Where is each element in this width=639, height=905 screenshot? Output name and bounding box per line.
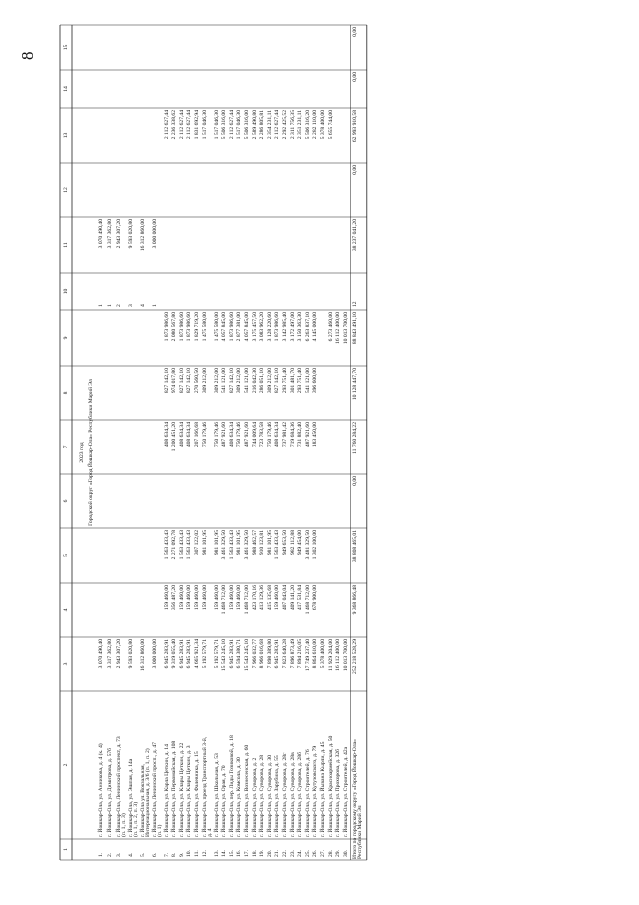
row-c4: 356 487,20 [171,585,178,611]
row-c11: 3 070 490,40 [97,219,104,249]
row-address: г. Йошкар-Ола, ул. Клары Цеткин, д. 22 [178,742,185,837]
row-number: 21. [274,850,281,857]
row-c9: 1 873 986,60 [274,312,281,342]
total-c13: 62 993 910,58 [351,110,358,143]
row-number: 17. [243,850,250,857]
row-c8: 827 142,10 [163,368,170,394]
row-c3: 5 192 579,71 [213,639,220,669]
row-c9: 6 263 837,10 [304,312,311,342]
row-number: 1. [97,852,104,857]
row-address: г. Йошкар-Ола, ул. Кутузовского, д. 79 [312,745,319,837]
row-c7: 408 634,34 [163,422,170,448]
row-number: 23. [289,850,296,857]
row-c9: 4 145 000,00 [312,312,319,342]
row-c11: 2 943 307,20 [115,219,122,249]
row-c7: 408 634,34 [228,422,235,448]
row-c8: 309 212,00 [213,368,220,394]
row-c7: 723 783,58 [259,422,266,448]
row-c9: 3 142 985,40 [281,312,288,342]
column-number: 11 [63,242,69,248]
row-c8: 301 481,70 [289,368,296,394]
column-number: 3 [63,662,69,666]
row-c3: 6 945 283,91 [178,639,185,669]
row-c9: 1 873 986,60 [163,312,170,342]
row-c10: 1 [106,304,113,307]
total-c8: 10 128 447,70 [351,368,358,401]
row-c7: 408 634,34 [274,422,281,448]
row-c5: 981 101,95 [201,530,208,556]
row-c3: 3 000 000,00 [151,639,158,669]
row-c5: 3 461 329,50 [221,530,228,560]
row-c5: 1 563 433,43 [178,530,185,560]
row-c9: 4 057 845,00 [221,312,228,342]
row-c3: 16 112 400,00 [335,639,342,671]
row-c3: 6 945 283,91 [163,639,170,669]
row-c9: 3 128 220,60 [266,312,273,342]
row-c10: 1 [97,304,104,307]
row-number: 12. [201,850,208,857]
row-address: г. Йошкар-Ола, ул. Суворова, д. 28г [281,752,288,837]
row-c5: 949 653,50 [281,530,288,556]
row-c4: 159 460,00 [228,585,235,611]
row-c8: 309 212,00 [266,368,273,394]
row-c5: 981 101,95 [213,530,220,556]
row-c7: 207 166,68 [193,422,200,448]
row-c3: 9 593 020,80 [127,639,134,669]
row-c8: 974 017,80 [171,368,178,394]
column-number: 1 [63,848,69,851]
row-c9: 1 873 986,60 [178,312,185,342]
row-c4: 159 460,00 [186,585,193,611]
row-number: 6. [151,852,158,857]
row-c13: 5 655 744,00 [327,110,334,140]
column-number: 8 [63,391,69,395]
row-number: 14. [221,850,228,857]
row-c8: 541 121,00 [243,368,250,394]
row-c3: 15 543 245,10 [221,639,228,672]
row-number: 28. [327,850,334,857]
row-c9: 1 873 986,60 [186,312,193,342]
section-title: Городской округ «Город Йошкар-Ола» Республики Марий Эл [88,379,94,526]
row-address: г. Йошкар-Ола, ул. Прохорова, д. 32б [335,748,342,837]
row-c5: 981 101,95 [266,530,273,556]
row-c4: 159 460,00 [193,585,200,611]
row-number: 10. [186,850,193,857]
row-c9: 3 172 497,00 [289,312,296,342]
column-number: 7 [63,445,69,449]
row-c3: 15 543 245,10 [243,639,250,672]
column-number: 4 [63,608,69,612]
row-number: 25. [304,850,311,857]
row-number: 16. [236,850,243,857]
row-c7: 487 921,60 [221,422,228,448]
total-label: Итого по городскому округу «Город Йошкар-Ола» [351,739,358,859]
row-address: г. Йошкар-Ола, Ленинский просп., д. 47 [151,742,158,837]
total-c7: 11 760 284,22 [351,422,358,454]
row-c5: 3 481 329,50 [304,530,311,560]
row-c3: 4 665 921,34 [193,639,200,669]
row-c3: 7 966 032,77 [251,639,258,669]
row-address: г. Йошкар-Ола, ул. Клары Цеткин, д. 3 [186,745,193,837]
row-number: 20. [266,850,273,857]
row-c8: 396 600,00 [312,368,319,394]
row-c3: 9 319 055,40 [171,639,178,669]
row-address: г. Йошкар-Ола, ул. Суворова, д. 28в [289,752,296,837]
row-c5: 1 563 433,43 [228,530,235,560]
row-c13: 2 112 627,44 [186,110,193,140]
row-address: г. Йошкар-Ола, ул. Строителей, д. 76 [304,749,311,837]
row-c13: 2 354 231,11 [266,110,273,140]
row-c13: 2 112 627,44 [274,110,281,140]
row-address: г. Йошкар-Ола, ул. Йывана Кырли, д. 45 [319,741,326,837]
row-c5: 1 563 433,43 [274,530,281,560]
row-c8: 216 042,30 [251,368,258,394]
total-c4: 9 368 866,48 [351,585,358,615]
row-c4: 159 460,00 [178,585,185,611]
row-c10: 2 [115,304,122,307]
row-address: г. Йошкар-Ола, Ленинский проспект, д. 73 [115,736,122,837]
row-c7: 183 450,00 [312,422,319,448]
column-number: 13 [63,132,69,139]
row-c7: 487 921,60 [243,422,250,448]
column-number: 5 [63,554,69,557]
total-c14: 0,00 [351,72,358,82]
row-c9: 3 150 363,30 [297,312,304,342]
total-c12: 0,00 [351,165,358,175]
row-c8: 270 560,50 [193,368,200,394]
row-c11: 16 312 860,00 [139,219,146,252]
row-address: г. Йошкар-Ола, ул. Суворова, д. 28б [297,752,304,837]
row-address: г. Йошкар-Ола ул. Вокзальная, [139,764,146,837]
row-c7: 1 200 451,20 [171,422,178,452]
row-c5: 949 454,00 [297,530,304,556]
row-c7: 487 921,60 [304,422,311,448]
row-c4: 159 460,00 [201,585,208,611]
row-c3: 3 317 362,80 [106,639,113,669]
row-c5: 981 101,95 [236,530,243,556]
row-c3: 8 864 610,00 [312,639,319,669]
row-c7: 750 179,46 [201,422,208,448]
row-c13: 2 236 338,62 [171,110,178,140]
row-c13: 2 311 756,35 [289,110,296,140]
row-c7: 719 684,36 [289,422,296,448]
row-c7: 750 179,46 [236,422,243,448]
row-address: г. Йошкар-Ола, ул. Орая, д. 70 [221,765,228,837]
total-c9: 88 843 491,10 [351,312,358,345]
row-c8: 827 142,10 [274,368,281,394]
row-c4: 1 468 712,00 [304,585,311,615]
row-c13: 5 378 400,00 [319,110,326,140]
year-heading: 2023 год [79,442,85,463]
row-c4: 1 468 712,00 [243,585,250,615]
row-address: г. Йошкар-Ола, ул. Зарубина, д. 55 [274,755,281,837]
row-c4: 413 129,36 [259,585,266,611]
column-number: 6 [63,499,69,503]
row-c7: 750 179,46 [266,422,273,448]
row-c7: 744 009,64 [251,422,258,448]
row-address: г. Йошкар-Ола, ул. Фалевника, д. 15 [193,751,200,837]
row-c3: 11 929 204,00 [327,639,334,671]
row-c8: 827 142,10 [178,368,185,394]
row-c7: 731 882,40 [297,422,304,448]
row-c13: 2 112 627,44 [163,110,170,140]
row-c5: 2 271 092,78 [171,530,178,560]
row-c4: 417 531,84 [297,585,304,611]
row-c3: 6 945 283,91 [186,639,193,669]
row-c9: 16 112 400,00 [335,312,342,344]
row-c4: 159 460,00 [236,585,243,611]
row-c13: 5 506 316,00 [243,110,250,140]
row-address: г. Йошкар-Ола, ул. Строителей, д. 42а [342,746,349,837]
row-c4: 1 468 712,00 [221,585,228,615]
row-c11: 3 000 000,00 [151,219,158,249]
row-c9: 6 273 460,00 [327,312,334,342]
row-c9: 1 873 986,60 [228,312,235,342]
row-c7: 737 981,42 [281,422,288,448]
row-number: 22. [281,850,288,857]
row-c5: 910 123,81 [259,530,266,556]
column-number: 10 [63,288,69,295]
row-c3: 7 896 873,49 [289,639,296,669]
row-c9: 2 877 381,00 [236,312,243,342]
row-c4: 159 460,00 [163,585,170,611]
row-number: 11. [193,850,200,857]
row-number: 5. [139,852,146,857]
row-address: г. Йошкар-Ола, ул. Красноармейская, д. 50 [327,735,334,837]
row-c9: 4 057 845,00 [243,312,250,342]
row-address: д. 4 [207,828,214,837]
row-c8: 827 142,10 [186,368,193,394]
row-c5: 1 563 433,43 [186,530,193,560]
total-label: Республики Марий Эл [357,805,364,859]
column-number: 14 [63,86,69,92]
row-address: г. Йошкар-Ола, ул. Первомайская, д. 108 [171,740,178,837]
row-c4: 409 141,20 [289,585,296,611]
row-c3: 7 823 640,28 [281,639,288,669]
column-number: 9 [63,336,69,340]
row-c11: 3 317 362,80 [106,219,113,249]
row-number: 2. [106,852,113,857]
row-c8: 286 051,10 [259,368,266,394]
row-c3: 7 898 389,80 [266,639,273,669]
total-c11: 38 237 041,20 [351,219,358,252]
row-c8: 309 212,00 [236,368,243,394]
row-number: 26. [312,850,319,857]
row-number: 3. [115,852,122,857]
row-c5: 3 461 329,50 [243,530,250,560]
row-number: 7. [163,852,170,857]
total-c5: 38 808 465,01 [351,530,358,563]
row-c3: 6 945 283,91 [274,639,281,669]
row-c3: 2 943 307,20 [115,639,122,669]
column-number: 15 [63,44,69,51]
row-c13: 1 517 046,30 [236,110,243,140]
row-address: г. Йошкар-Ола, ул. Суворова, д. 2 [251,757,258,837]
row-c7: 408 634,34 [186,422,193,448]
row-c13: 2 112 627,44 [228,110,235,140]
row-c10: 1 [151,304,158,307]
total-c6: 0,00 [351,476,358,486]
row-c5: 982 112,88 [289,530,296,555]
row-number: 8. [171,852,178,857]
row-number: 19. [259,850,266,857]
row-c11: 9 593 020,80 [127,219,134,249]
row-c13: 1 831 692,94 [193,110,200,140]
row-number: 13. [213,850,220,857]
row-address: г. Йошкар-Ола, ул. Школьная, д. 53 [213,753,220,837]
row-c10: 3 [127,304,134,307]
row-address: г. Йошкар-Ола, ул. Димитрова, д. 57б [106,747,113,837]
row-c7: 750 179,46 [213,422,220,448]
row-address: г. Йошкар-Ола, ул. Суворова, д. 30 [266,754,273,837]
row-c4: 407 043,04 [281,585,288,611]
row-c9: 1 829 719,20 [193,312,200,342]
row-c8: 827 142,10 [228,368,235,394]
row-number: 27. [319,850,326,857]
row-c4: 678 900,00 [312,585,319,611]
row-c8: 293 751,40 [281,368,288,394]
row-address: г. Йошкар-Ола, ул. Эшпая, д. 14а [127,758,134,837]
row-c3: 10 013 700,00 [342,639,349,672]
row-number: 30. [342,850,349,857]
row-c13: 5 506 316,00 [221,110,228,140]
row-c13: 2 351 231,11 [297,110,304,140]
row-c13: 1 517 046,30 [213,110,220,140]
row-c9: 3 083 962,20 [259,312,266,342]
row-address: г. Йошкар-Ола, ул. Анникова, д. 4 (к. 4) [97,743,104,837]
row-number: 29. [335,850,342,857]
row-c3: 6 594 380,71 [236,639,243,669]
row-c3: 8 966 016,68 [259,639,266,669]
row-c13: 2 282 110,00 [312,110,319,140]
row-c13: 2 112 627,44 [178,110,185,140]
row-c3: 16 312 860,00 [139,639,146,672]
row-c9: 3 175 457,50 [251,312,258,342]
row-c4: 159 460,00 [274,585,281,611]
row-c3: 3 070 490,40 [97,639,104,669]
row-c8: 309 212,00 [201,368,208,394]
row-c5: 1 563 433,43 [163,530,170,560]
row-address: г. Йошкар-Ола, ул. Вознесенская, д. 60 [243,744,250,837]
row-c4: 423 170,16 [251,585,258,611]
row-address: Интернациональная, д. 3/6 (п. 1, п. 2) [145,748,152,837]
row-c7: 408 634,34 [178,422,185,448]
total-c10: 12 [351,301,358,307]
page-number: 8 [18,51,37,60]
row-c13: 2 286 805,81 [259,110,266,140]
row-c3: 5 192 579,71 [201,639,208,669]
row-number: 9. [178,852,185,857]
row-c3: 17 749 237,40 [304,639,311,672]
row-number: 24. [297,850,304,857]
row-c9: 2 080 567,80 [171,312,178,342]
row-address: г. Йошкар-Ола, проезд Транспортный 3-й, [201,736,208,837]
row-c13: 2 589 490,80 [251,110,258,140]
row-address: г. Йошкар-Ола, ул. Суворова, д. 28 [259,754,266,837]
row-c9: 1 475 580,00 [201,312,208,342]
row-c8: 293 751,40 [297,368,304,394]
row-address: г. Йошкар-Ола, ул. Карла Цеткин, д. 14 [163,744,170,837]
total-c15: 0,00 [351,27,358,37]
row-c9: 10 013 700,00 [342,312,349,345]
row-address: г. Йошкар-Ола, ул. Комсола, д. 30 [236,757,243,837]
row-address: (п. 1, п. 3) [121,813,128,837]
row-c13: 2 292 425,52 [281,110,288,140]
row-address: (п. 1, п. 2, п. 3) [133,801,140,837]
row-address: (п. 1) [157,824,164,837]
row-number: 18. [251,850,258,857]
row-c3: 7 894 216,05 [297,639,304,669]
row-c3: 5 378 400,00 [319,639,326,669]
row-c13: 1 517 046,30 [201,110,208,140]
row-number: 4. [127,852,134,857]
row-number: 15. [228,850,235,857]
row-c4: 159 460,00 [213,585,220,611]
row-c10: 4 [139,304,146,307]
row-address: г. Йошкар-Ола, пер. Лиды Гозиковой, д. 18 [228,735,235,837]
column-number: 2 [63,763,69,767]
row-c5: 1 302 100,00 [312,530,319,560]
row-c8: 541 121,00 [221,368,228,394]
row-c9: 1 475 580,00 [213,312,220,342]
row-c3: 6 945 283,91 [228,639,235,669]
row-c5: 307 122,02 [193,530,200,556]
row-c5: 988 462,57 [251,530,258,556]
total-c3: 252 218 528,29 [351,639,358,674]
row-c8: 541 121,00 [304,368,311,394]
row-c13: 5 506 316,20 [304,110,311,140]
row-c4: 415 135,68 [266,585,273,611]
column-number: 12 [63,187,69,193]
